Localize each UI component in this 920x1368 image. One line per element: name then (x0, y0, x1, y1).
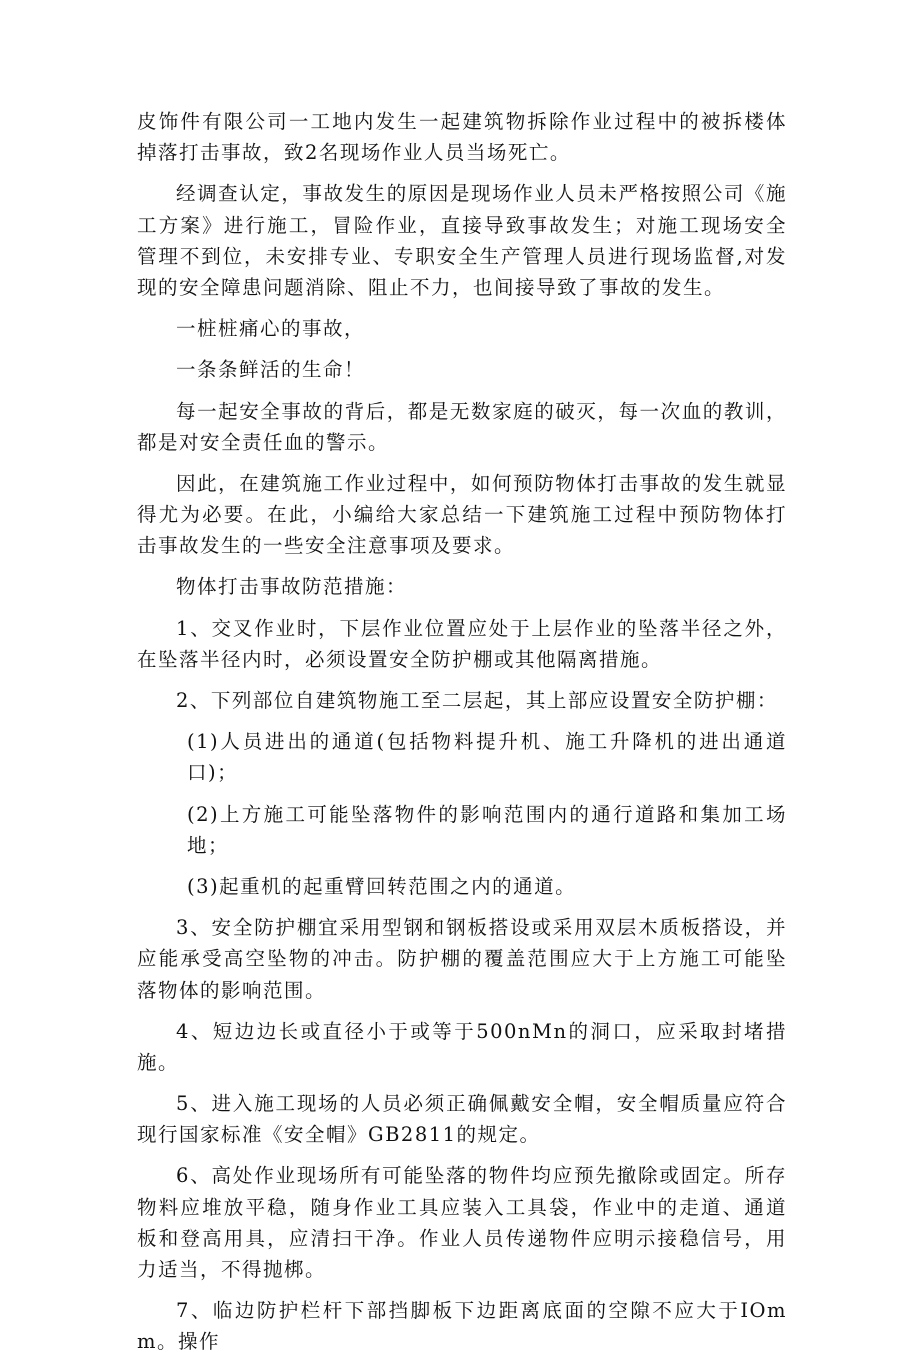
measure-subitem-1: (1)人员进出的通道(包括物料提升机、施工升降机的进出通道口)； (187, 730, 787, 785)
paragraph-continuation: 皮饰件有限公司一工地内发生一起建筑物拆除作业过程中的被拆楼体掉落打击事故，致2名现场作业人员当场死亡。 (137, 110, 787, 165)
measure-item-6: 6、高处作业现场所有可能坠落的物件均应预先撤除或固定。所存物料应堆放平稳，随身作业工具应装入工具袋，作业中的走道、通道板和登高用具，应清扫干净。作业人员传递物件应明示接稳信号，用力适当，不得抛梆。 (137, 1164, 787, 1281)
paragraph-line-1: 一桩桩痛心的事故， (176, 317, 366, 341)
document-body (137, 106, 787, 1368)
measure-item-5: 5、进入施工现场的人员必须正确佩戴安全帽，安全帽质量应符合现行国家标准《安全帽》GB2811的规定。 (137, 1092, 787, 1147)
measure-item-4: 4、短边边长或直径小于或等于500nMn的洞口，应采取封堵措施。 (137, 1019, 787, 1074)
measure-subitem-3: (3)起重机的起重臂回转范围之内的通道。 (187, 874, 577, 898)
measure-subitem-2: (2)上方施工可能坠落物件的影响范围内的通行道路和集加工场地； (187, 802, 787, 857)
measure-item-1: 1、交叉作业时，下层作业位置应处于上层作业的坠落半径之外，在坠落半径内时，必须设置安全防护棚或其他隔离措施。 (137, 616, 787, 671)
paragraph-intro: 因此，在建筑施工作业过程中，如何预防物体打击事故的发生就显得尤为必要。在此，小编给大家总结一下建筑施工过程中预防物体打击事故发生的一些安全注意事项及要求。 (137, 471, 787, 558)
paragraph-warning: 每一起安全事故的背后，都是无数家庭的破灭，每一次血的教训，都是对安全责任血的警示。 (137, 399, 787, 454)
section-heading-measures: 物体打击事故防范措施： (176, 575, 408, 599)
measure-item-2: 2、下列部位自建筑物施工至二层起，其上部应设置安全防护棚： (176, 689, 778, 712)
measure-item-3: 3、安全防护棚宜采用型钢和钢板搭设或采用双层木质板搭设，并应能承受高空坠物的冲击。防护棚的覆盖范围应大于上方施工可能坠落物体的影响范围。 (137, 916, 787, 1002)
measure-item-7: 7、临边防护栏杆下部挡脚板下边距离底面的空隙不应大于IOmm。操作 (137, 1299, 787, 1354)
paragraph-line-2: 一条条鲜活的生命！ (176, 358, 366, 382)
paragraph-investigation: 经调查认定，事故发生的原因是现场作业人员未严格按照公司《施工方案》进行施工，冒险作业，直接导致事故发生；对施工现场安全管理不到位，未安排专业、专职安全生产管理人员进行现场监督,对发现的安全障患问题消除、阻止不力，也间接导致了事故的发生。 (137, 182, 787, 299)
